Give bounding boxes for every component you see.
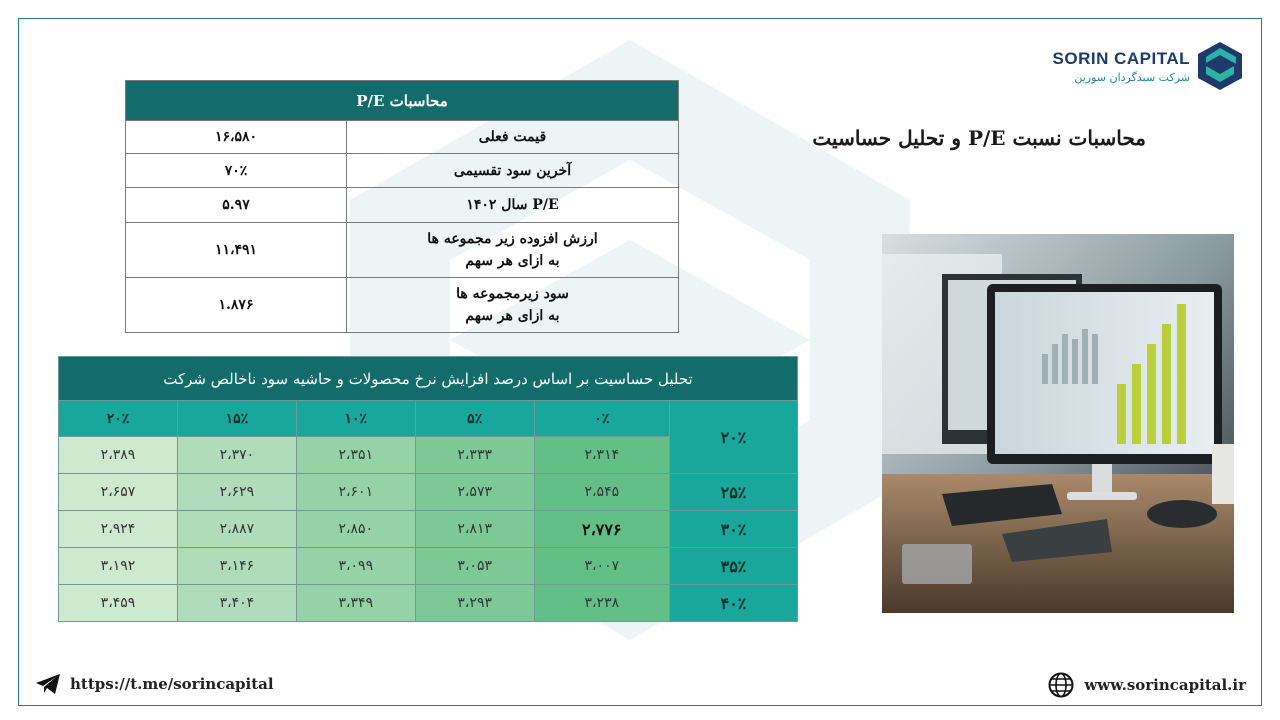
telegram-icon [36, 674, 60, 694]
table-cell: ۲،۳۳۳ [415, 437, 534, 474]
table-cell: ۲،۹۲۴ [59, 511, 178, 548]
pe-row-label: ارزش افزوده زیر مجموعه ها به ازای هر سهم [347, 223, 679, 278]
table-cell: ۲،۸۱۳ [415, 511, 534, 548]
pe-row-label: آخرین سود تقسیمی [347, 154, 679, 188]
table-cell: ۳،۲۹۳ [415, 585, 534, 622]
pe-row-label: قیمت فعلی [347, 121, 679, 154]
table-cell: ۲،۸۵۰ [296, 511, 415, 548]
pe-row-label: P/E سال ۱۴۰۲ [347, 188, 679, 223]
column-header: ۵٪ [415, 401, 534, 437]
company-logo [1053, 42, 1242, 90]
pe-row-value: ۵.۹۷ [126, 188, 347, 223]
logo-name: SORIN CAPITAL [1052, 48, 1190, 68]
table-cell: ۳،۳۴۹ [296, 585, 415, 622]
table-cell: ۳،۲۳۸ [534, 585, 669, 622]
table-cell: ۲،۶۲۹ [177, 474, 296, 511]
sensitivity-caption: تحلیل حساسیت بر اساس درصد افزایش نرخ محصولات و حاشیه سود ناخالص شرکت [59, 357, 798, 401]
row-header: ۲۰٪ [670, 401, 798, 474]
row-header: ۳۵٪ [670, 548, 798, 585]
row-header: ۴۰٪ [670, 585, 798, 622]
pe-row-label: سود زیرمجموعه ها به ازای هر سهم [347, 278, 679, 333]
table-cell: ۳،۰۹۹ [296, 548, 415, 585]
column-header: ۰٪ [534, 401, 669, 437]
table-cell: ۲،۶۰۱ [296, 474, 415, 511]
table-cell: ۲،۳۱۴ [534, 437, 669, 474]
table-cell: ۳،۴۵۹ [59, 585, 178, 622]
pe-table-header: محاسبات P/E [126, 81, 679, 121]
table-cell: ۳،۴۰۴ [177, 585, 296, 622]
telegram-url[interactable]: https://t.me/sorincapital [70, 675, 274, 693]
logo-mark-icon [1198, 42, 1242, 90]
pe-row-value: ۷۰٪ [126, 154, 347, 188]
table-cell: ۳،۱۹۲ [59, 548, 178, 585]
telegram-link[interactable] [36, 674, 274, 694]
globe-icon [1048, 672, 1074, 698]
computer-desk-photo [882, 234, 1234, 613]
pe-table [125, 80, 679, 333]
pe-row-value: ۱۶،۵۸۰ [126, 121, 347, 154]
table-cell: ۳،۰۰۷ [534, 548, 669, 585]
website-link[interactable] [1048, 672, 1246, 698]
table-cell: ۲،۵۴۵ [534, 474, 669, 511]
column-header: ۲۰٪ [59, 401, 178, 437]
table-cell: ۲،۳۷۰ [177, 437, 296, 474]
row-header: ۳۰٪ [670, 511, 798, 548]
column-header: ۱۵٪ [177, 401, 296, 437]
website-url[interactable]: www.sorincapital.ir [1084, 676, 1246, 694]
table-cell: ۲،۶۵۷ [59, 474, 178, 511]
column-header: ۱۰٪ [296, 401, 415, 437]
row-header: ۲۵٪ [670, 474, 798, 511]
table-cell: ۲،۳۵۱ [296, 437, 415, 474]
pe-row-value: ۱۱،۴۹۱ [126, 223, 347, 278]
table-cell: ۲،۷۷۶ [534, 511, 669, 548]
table-cell: ۳،۰۵۳ [415, 548, 534, 585]
table-cell: ۳،۱۴۶ [177, 548, 296, 585]
page-title: محاسبات نسبت P/E و تحلیل حساسیت [812, 126, 1146, 150]
table-cell: ۲،۵۷۳ [415, 474, 534, 511]
sensitivity-table [58, 356, 798, 622]
logo-subtitle: شرکت سبدگردان سورین [1074, 70, 1190, 84]
table-cell: ۲،۳۸۹ [59, 437, 178, 474]
pe-row-value: ۱.۸۷۶ [126, 278, 347, 333]
table-cell: ۲،۸۸۷ [177, 511, 296, 548]
